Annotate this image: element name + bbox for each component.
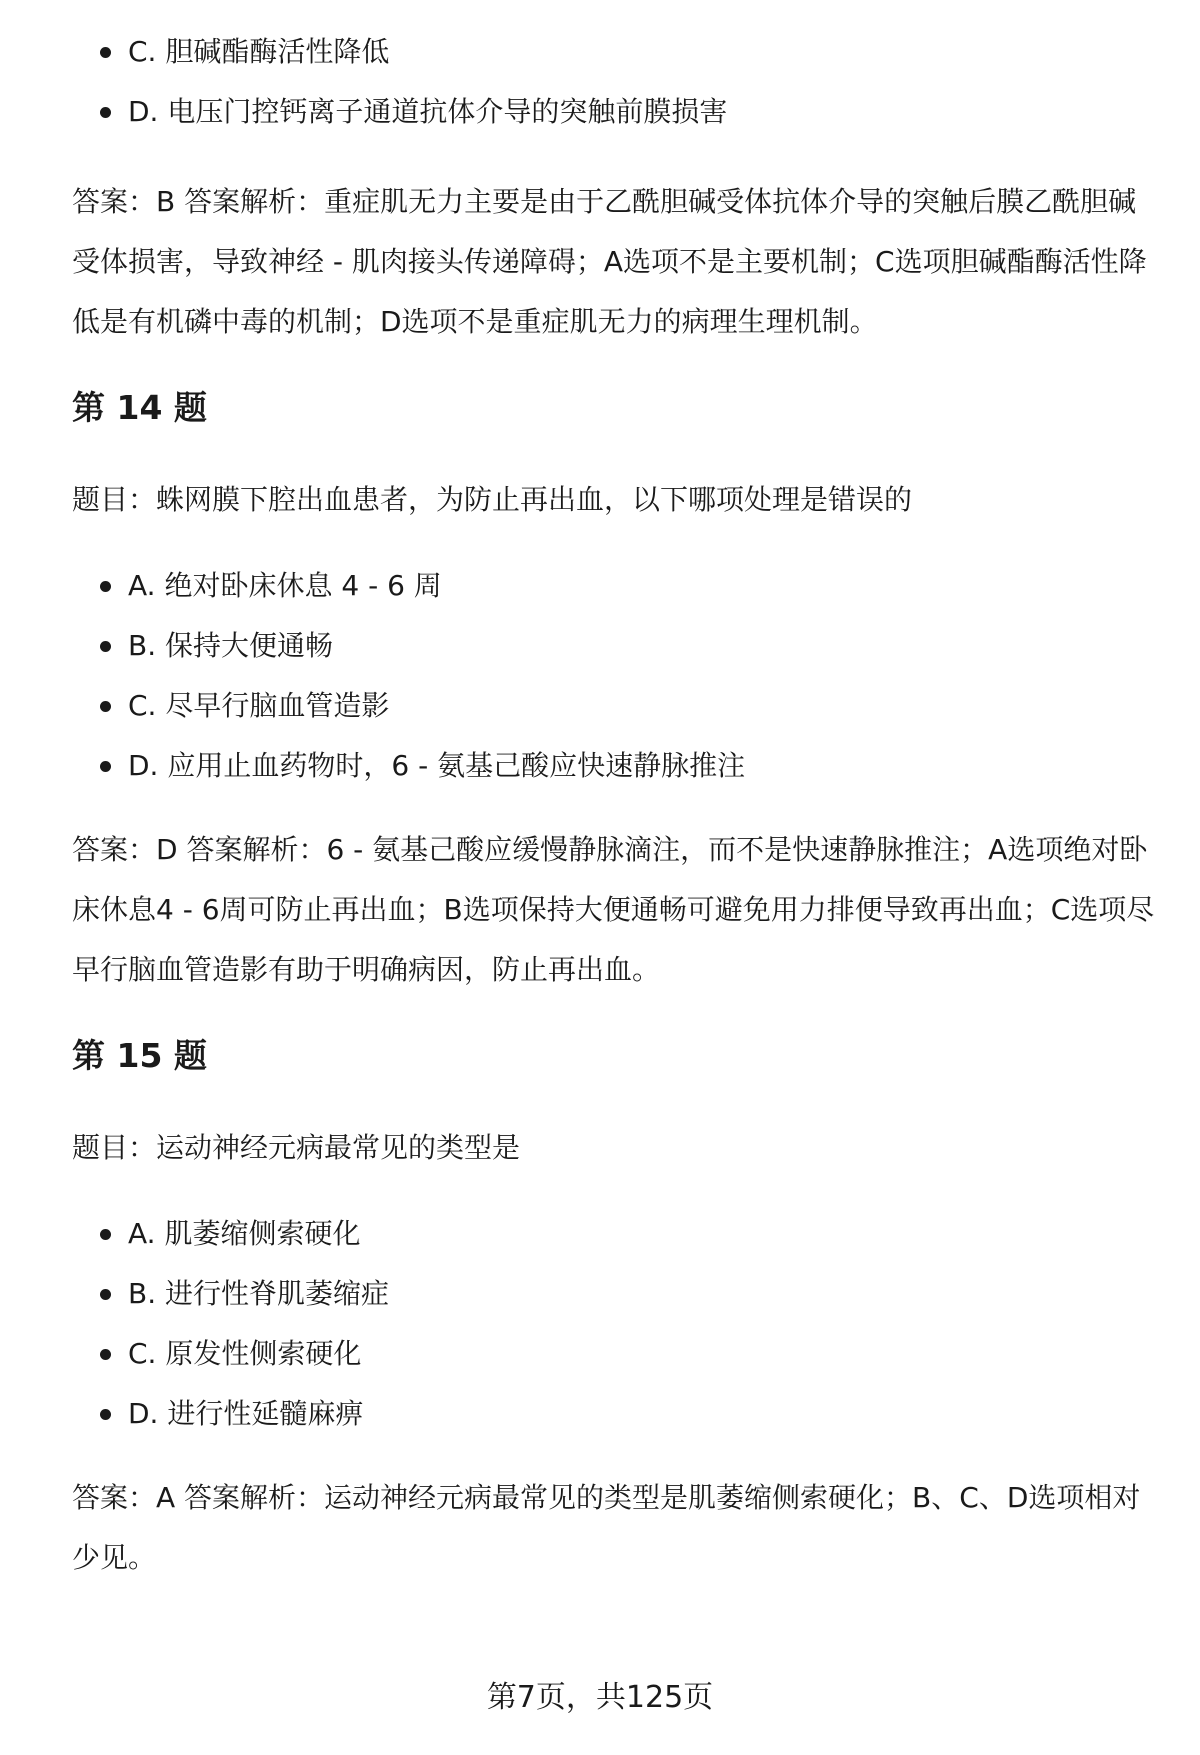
option-text: B. 保持大便通畅	[128, 629, 334, 662]
prev-question-options	[72, 22, 1162, 142]
page-number: 第7页，共125页	[486, 1680, 714, 1715]
option-item	[72, 1264, 1162, 1324]
bullet-icon	[100, 1349, 111, 1360]
bullet-icon	[100, 1229, 111, 1240]
option-item	[72, 22, 1162, 82]
question-15-options	[72, 1204, 1162, 1444]
option-text: A. 绝对卧床休息 4 - 6 周	[128, 569, 442, 602]
option-item	[72, 1384, 1162, 1444]
bullet-icon	[100, 581, 111, 592]
option-text: A. 肌萎缩侧索硬化	[128, 1217, 361, 1250]
option-item	[72, 1324, 1162, 1384]
bullet-icon	[100, 1289, 111, 1300]
question-15-stem: 题目：运动神经元病最常见的类型是	[72, 1131, 521, 1164]
question-14-answer: 答案：D 答案解析：6 - 氨基己酸应缓慢静脉滴注，而不是快速静脉推注；A选项绝对卧床休息4 - 6周可防止再出血；B选项保持大便通畅可避免用力排便导致再出血；C选项尽早行脑血管造影有助于明确病因，防止再出血。	[72, 833, 1155, 986]
question-14-stem: 题目：蛛网膜下腔出血患者，为防止再出血，以下哪项处理是错误的	[72, 483, 913, 516]
question-14-options	[72, 556, 1162, 796]
bullet-icon	[100, 761, 111, 772]
bullet-icon	[100, 1409, 111, 1420]
bullet-icon	[100, 701, 111, 712]
option-item	[72, 1204, 1162, 1264]
option-item	[72, 556, 1162, 616]
option-text: B. 进行性脊肌萎缩症	[128, 1277, 390, 1310]
bullet-icon	[100, 107, 111, 118]
option-item	[72, 82, 1162, 142]
option-item	[72, 736, 1162, 796]
option-text: D. 进行性延髓麻痹	[128, 1397, 364, 1430]
option-text: D. 应用止血药物时，6 - 氨基己酸应快速静脉推注	[128, 749, 746, 782]
question-15-title: 第 15 题	[72, 1036, 207, 1075]
option-text: C. 原发性侧索硬化	[128, 1337, 362, 1370]
option-item	[72, 676, 1162, 736]
question-14-title: 第 14 题	[72, 388, 207, 427]
bullet-icon	[100, 47, 111, 58]
page-content	[72, 35, 1162, 1588]
option-text: C. 胆碱酯酶活性降低	[128, 35, 390, 68]
option-text: C. 尽早行脑血管造影	[128, 689, 390, 722]
option-text: D. 电压门控钙离子通道抗体介导的突触前膜损害	[128, 95, 728, 128]
prev-question-answer: 答案：B 答案解析：重症肌无力主要是由于乙酰胆碱受体抗体介导的突触后膜乙酰胆碱受体损害，导致神经 - 肌肉接头传递障碍；A选项不是主要机制；C选项胆碱酯酶活性降低是有机磷中毒的机制；D选项不是重症肌无力的病理生理机制。	[72, 185, 1147, 338]
bullet-icon	[100, 641, 111, 652]
question-15-answer: 答案：A 答案解析：运动神经元病最常见的类型是肌萎缩侧索硬化；B、C、D选项相对少见。	[72, 1481, 1141, 1574]
option-item	[72, 616, 1162, 676]
